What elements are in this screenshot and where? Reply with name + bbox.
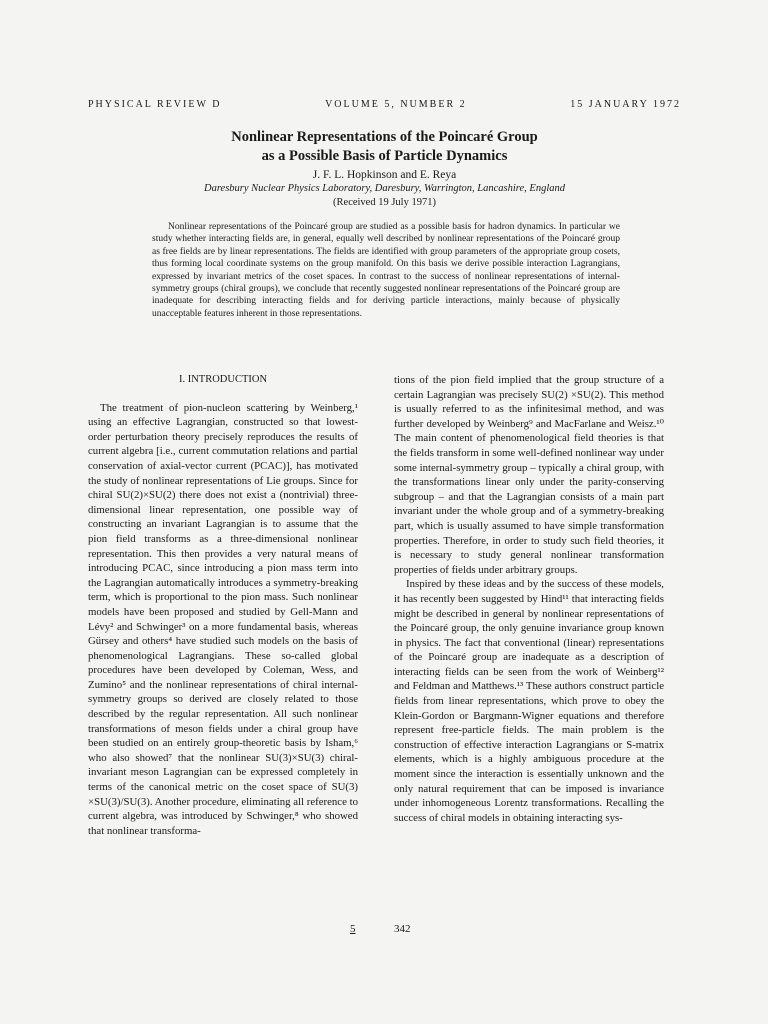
paper-title xyxy=(88,128,681,166)
title-line-2: as a Possible Basis of Particle Dynamics xyxy=(261,148,508,164)
title-line-1: Nonlinear Representations of the Poincaré Group xyxy=(231,129,538,145)
section-heading: I. INTRODUCTION xyxy=(178,374,268,385)
left-column xyxy=(88,373,358,838)
running-header xyxy=(88,99,681,110)
introduction-paragraph-1: The treatment of pion-nucleon scattering by Weinberg,¹ using an effective Lagrangian, constructed so that lowest-order perturbation theory precisely reproduces the results of current algebra [i.e., current commutation relations and partial conservation of axial-vector current (PCAC)], has motivated the study of nonlinear representations of Lie groups. Since for chiral SU(2)×SU(2) there does not exist a (nontrivial) three-dimensional linear representation, one possible way of constructing an invariant Lagrangian is to assume that the pion field transforms as a three-dimensional nonlinear representation. This then provides a very natural means of introducing PCAC, since introducing a pion mass term into the Lagrangian automatically introduces a symmetry-breaking term, which is proportional to the pion mass. Such nonlinear models have been proposed and studied by Gell-Mann and Lévy² and Schwinger³ on a more fundamental basis, whereas Gürsey and others⁴ have studied such models on the basis of phenomenological Lagrangians. These so-called global procedures have been developed by Coleman, Wess, and Zumino⁵ and the nonlinear representations of chiral internal-symmetry groups so derived are closely related to those described by the regular representation. All such nonlinear transformations of meson fields under a chiral group have been studied on an entirely group-theoretic basis by Isham,⁶ who also showed⁷ that the nonlinear SU(3)×SU(3) chiral-invariant meson Lagrangian can be expressed completely in terms of the canonical metric on the coset space of SU(3) ×SU(3)/SU(3). Another procedure, eliminating all reference to current algebra, was introduced by Schwinger,⁸ who showed that nonlinear transforma- xyxy=(88,401,358,837)
affiliation: Daresbury Nuclear Physics Laboratory, Daresbury, Warrington, Lancashire, England xyxy=(204,183,565,194)
page-number: 342 xyxy=(394,923,411,935)
received-date: (Received 19 July 1971) xyxy=(333,197,436,208)
journal-name: PHYSICAL REVIEW D xyxy=(88,99,222,110)
introduction-paragraph-2: Inspired by these ideas and by the success of these models, it has recently been suggested by Hind¹¹ that interacting fields might be described in general by nonlinear representations of the Poincaré group, the only genuine invariance group known in physics. The fact that conventional (linear) representations of the Poincaré group are inadequate as a description of interacting fields can be seen from the work of Weinberg¹² and Feldman and Matthews.¹³ These authors construct particle fields from linear representations, which prove to obey the Klein-Gordon or Bargmann-Wigner equations and therefore represent free-particle fields. The main problem is the construction of effective interaction Lagrangians or S-matrix elements, which is a highly ambiguous procedure at the moment since the interaction is essentially unknown and the only natural requirement that can be imposed is invariance under inhomogeneous Lorentz transformations. Recalling the success of chiral models in obtaining interacting sys- xyxy=(394,578,664,824)
authors: J. F. L. Hopkinson and E. Reya xyxy=(312,169,457,181)
abstract: Nonlinear representations of the Poincaré group are studied as a possible basis for hadron dynamics. In particular we study whether interacting fields are, in general, equally well described by nonlinear representations of the Poincaré group as free fields are by linear representations. The fields are identified with group parameters of the appropriate group cosets, thus forming local coordinate systems on the group manifold. On this basis we derive possible interaction Lagrangians, expressed by invariant metrics of the coset spaces. In contrast to the success of nonlinear representations of internal-symmetry groups (chiral groups), we conclude that recently suggested nonlinear representations of the Poincaré group are inadequate for describing interacting fields and for deriving particle interactions, mainly because of physically unacceptable features inherent in those representations. xyxy=(152,222,620,319)
right-column xyxy=(394,373,664,825)
issue-date: 15 JANUARY 1972 xyxy=(570,99,681,110)
volume-number: VOLUME 5, NUMBER 2 xyxy=(325,99,467,110)
introduction-paragraph-1-continued: tions of the pion field implied that the group structure of a certain Lagrangian was precisely SU(2) ×SU(2). This method is usually referred to as the infinitesimal method, and was further developed by Weinberg⁹ and MacFarlane and Weisz.¹⁰ The main content of phenomenological field theories is that the fields transform in some well-defined nonlinear way under some internal-symmetry group – typically a chiral group, with the transformations linear only under the parity-conserving subgroup – and that the Lagrangian consists of a main part invariant under the whole group and of a symmetry-breaking part, which is usually assumed to have simple transformation properties. Therefore, in order to study such field theories, it is necessary to study general nonlinear transformation properties of fields under arbitrary groups. xyxy=(394,374,664,576)
footer-volume: 5 xyxy=(350,923,356,935)
